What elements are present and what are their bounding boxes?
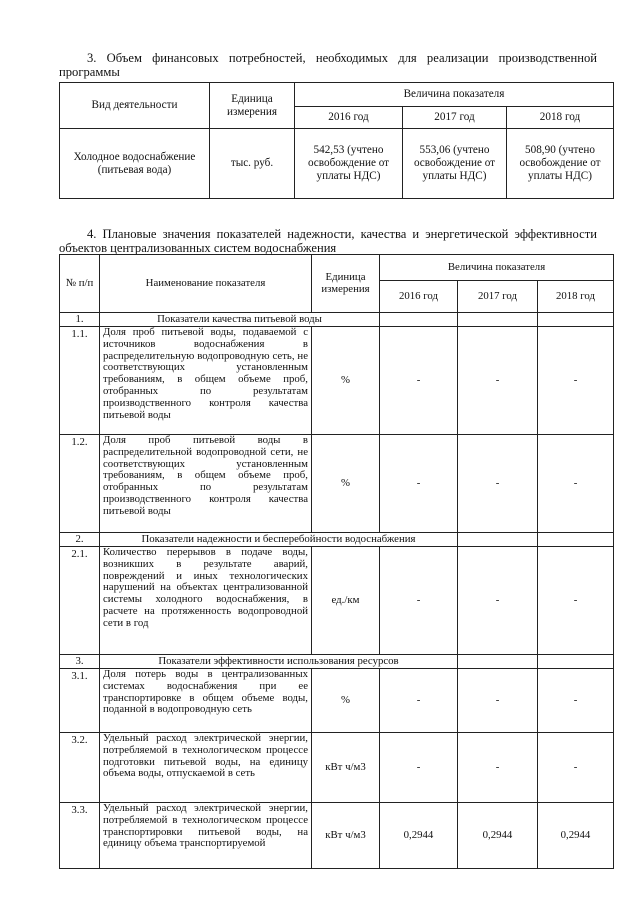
indicator-name: Доля проб питьевой воды в распределительной водопроводной сети, не соответствующих установленным требованиям, в общем объеме проб, отобранных по результатам производственного контроля качества питьевой воды [100,435,312,533]
value-cell: - [458,435,538,533]
value-cell: - [538,435,614,533]
value-cell: - [538,669,614,733]
table-row [60,327,614,435]
section-num: 1. [60,313,100,327]
value-cell: - [380,327,458,435]
indicators-table [59,254,614,869]
value-cell: - [458,547,538,655]
value-cell: - [380,547,458,655]
section-title: Показатели качества питьевой воды [100,313,380,327]
table-row [60,435,614,533]
row-num: 3.3. [60,803,100,869]
activity-cell: Холодное водоснабжение (питьевая вода) [60,129,210,199]
row-num: 1.1. [60,327,100,435]
value-cell: - [538,547,614,655]
indicator-name: Удельный расход электрической энергии, потребляемой в технологическом процессе подготовки питьевой воды, на единицу объема воды, отпускаемой в сеть [100,733,312,803]
unit-cell: ед./км [312,547,380,655]
section-row [60,533,614,547]
section-title: Показатели эффективности использования ресурсов [100,655,458,669]
value-cell: - [458,669,538,733]
row-num: 3.2. [60,733,100,803]
col-header-unit: Единица измерения [210,83,295,129]
table-row [60,803,614,869]
value-cell: - [380,733,458,803]
table-row [60,733,614,803]
unit-cell: % [312,327,380,435]
year-header: 2018 год [538,281,614,313]
col-header-name: Наименование показателя [100,255,312,313]
year-header: 2016 год [380,281,458,313]
table-row [60,129,614,199]
section-num: 3. [60,655,100,669]
value-cell: 508,90 (учтено освобождение от уплаты НДС) [507,129,614,199]
unit-cell: кВт ч/м3 [312,733,380,803]
value-cell: - [380,435,458,533]
year-header: 2017 год [458,281,538,313]
section-title: Показатели надежности и бесперебойности водоснабжения [100,533,458,547]
year-header: 2018 год [507,107,614,129]
col-header-activity: Вид деятельности [60,83,210,129]
col-header-num: № п/п [60,255,100,313]
unit-cell: % [312,435,380,533]
value-cell: 0,2944 [458,803,538,869]
table-row [60,547,614,655]
financial-needs-table [59,82,614,199]
col-header-value: Величина показателя [380,255,614,281]
section-4-heading: 4. Плановые значения показателей надежности, качества и энергетической эффективности объектов централизованных систем водоснабжения [59,226,597,256]
unit-cell: тыс. руб. [210,129,295,199]
value-cell: - [538,327,614,435]
value-cell: - [458,733,538,803]
section-3-heading: 3. Объем финансовых потребностей, необходимых для реализации производственной программы [59,50,597,80]
row-num: 3.1. [60,669,100,733]
section-num: 2. [60,533,100,547]
indicator-name: Доля проб питьевой воды, подаваемой с источников водоснабжения в распределительную водопроводную сеть, не соответствующих установленным требованиям, в общем объеме проб, отобранных по результатам производственного контроля качества питьевой воды [100,327,312,435]
value-cell: 0,2944 [538,803,614,869]
row-num: 2.1. [60,547,100,655]
value-cell: 553,06 (учтено освобождение от уплаты НДС) [403,129,507,199]
indicator-name: Удельный расход электрической энергии, потребляемой в технологическом процессе транспортировки питьевой воды, на единицу объема транспортируемой [100,803,312,869]
year-header: 2017 год [403,107,507,129]
section-row [60,313,614,327]
unit-cell: % [312,669,380,733]
value-cell: - [538,733,614,803]
section-row [60,655,614,669]
unit-cell: кВт ч/м3 [312,803,380,869]
year-header: 2016 год [295,107,403,129]
indicator-name: Доля потерь воды в централизованных системах водоснабжения при ее транспортировке в общем объеме воды, поданной в водопроводную сеть [100,669,312,733]
indicator-name: Количество перерывов в подаче воды, возникших в результате аварий, повреждений и иных технологических нарушений на объектах централизованной системы холодного водоснабжения, в расчете на протяженность водопроводной сети в год [100,547,312,655]
value-cell: - [458,327,538,435]
value-cell: 542,53 (учтено освобождение от уплаты НДС) [295,129,403,199]
value-cell: 0,2944 [380,803,458,869]
col-header-value: Величина показателя [295,83,614,107]
table-row [60,669,614,733]
row-num: 1.2. [60,435,100,533]
value-cell: - [380,669,458,733]
col-header-unit: Единица измерения [312,255,380,313]
